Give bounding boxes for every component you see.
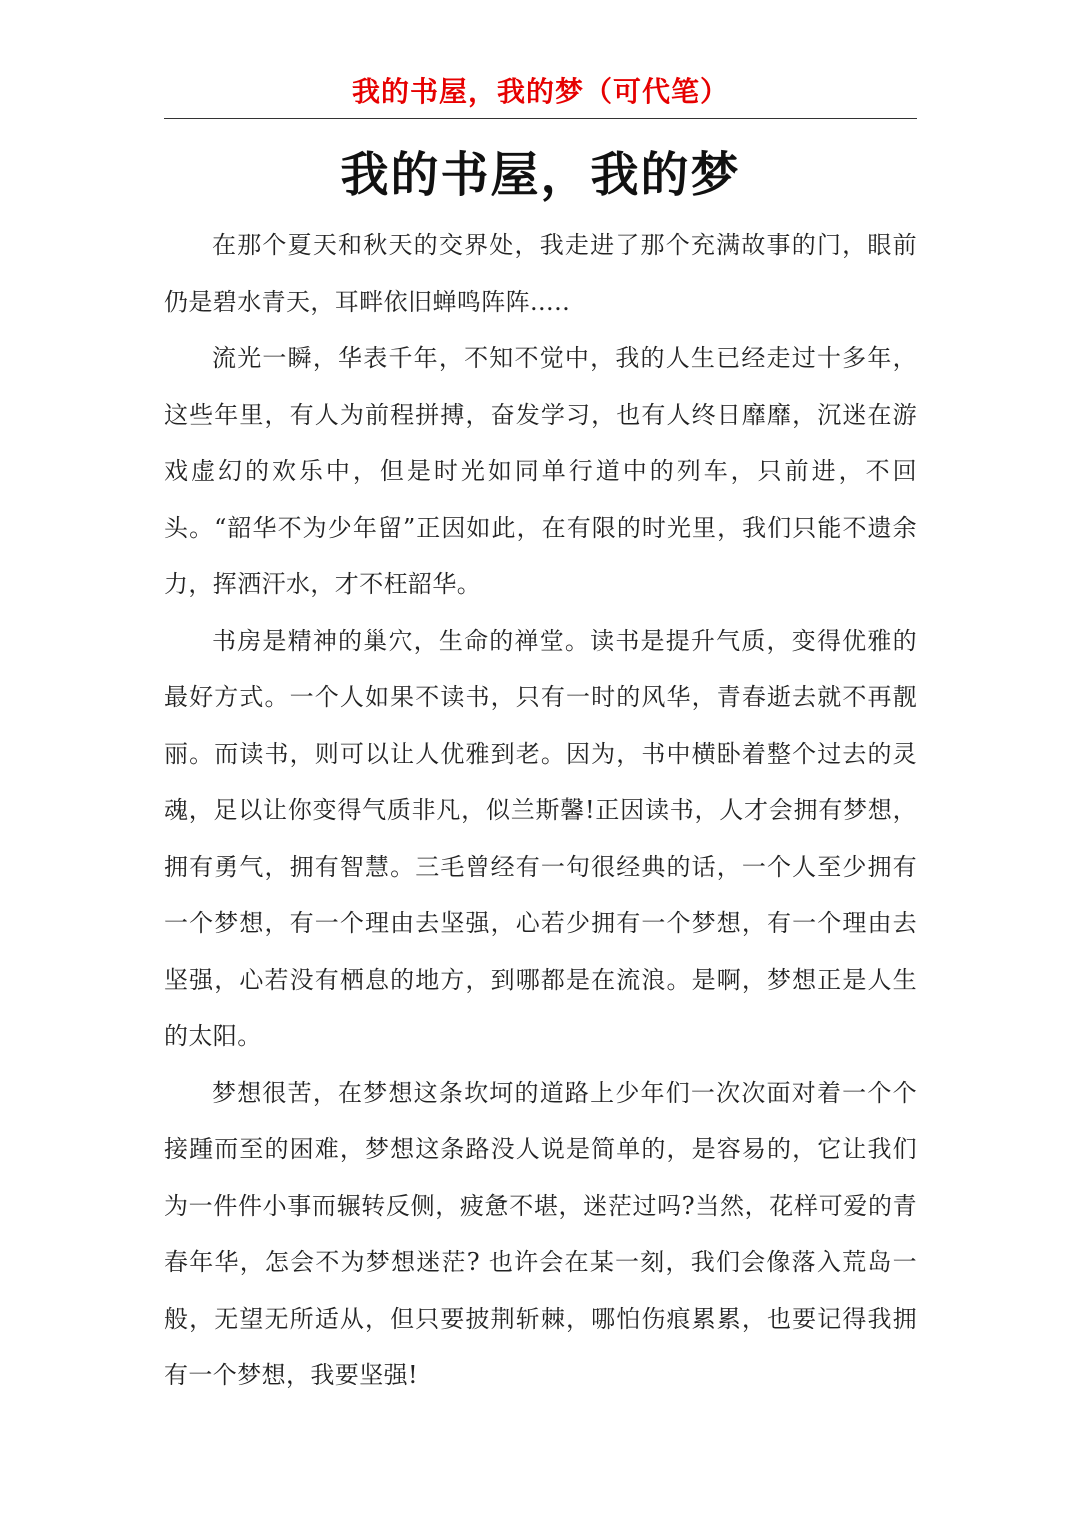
header-text: 我的书屋，我的梦（可代笔） [351,75,729,108]
document-body [164,217,917,1404]
document-title: 我的书屋，我的梦 [340,147,741,203]
paragraph: 梦想很苦，在梦想这条坎坷的道路上少年们一次次面对着一个个接踵而至的困难，梦想这条路没人说是简单的，是容易的，它让我们为一件件小事而辗转反侧，疲惫不堪，迷茫过吗?当然，花样可爱的青春年华，怎会不为梦想迷茫? 也许会在某一刻，我们会像落入荒岛一般，无望无所适从，但只要披荆斩棘，哪怕伤痕累累，也要记得我拥有一个梦想，我要坚强! [164,1078,917,1389]
paragraph: 在那个夏天和秋天的交界处，我走进了那个充满故事的门，眼前仍是碧水青天，耳畔依旧蝉鸣阵阵..... [164,231,917,316]
paragraph: 流光一瞬，华表千年，不知不觉中，我的人生已经走过十多年，这些年里，有人为前程拼搏，奋发学习，也有人终日靡靡，沉迷在游戏虚幻的欢乐中，但是时光如同单行道中的列车，只前进，不回头。“韶华不为少年留”正因如此，在有限的时光里，我们只能不遗余力，挥洒汗水，才不枉韶华。 [164,344,917,598]
page-header [164,72,917,119]
paragraph: 书房是精神的巢穴，生命的禅堂。读书是提升气质，变得优雅的最好方式。一个人如果不读书，只有一时的风华，青春逝去就不再靓丽。而读书，则可以让人优雅到老。因为，书中横卧着整个过去的灵魂，足以让你变得气质非凡，似兰斯馨!正因读书，人才会拥有梦想，拥有勇气，拥有智慧。三毛曾经有一句很经典的话，一个人至少拥有一个梦想，有一个理由去坚强，心若少拥有一个梦想，有一个理由去坚强，心若没有栖息的地方，到哪都是在流浪。是啊，梦想正是人生的太阳。 [164,626,917,1050]
